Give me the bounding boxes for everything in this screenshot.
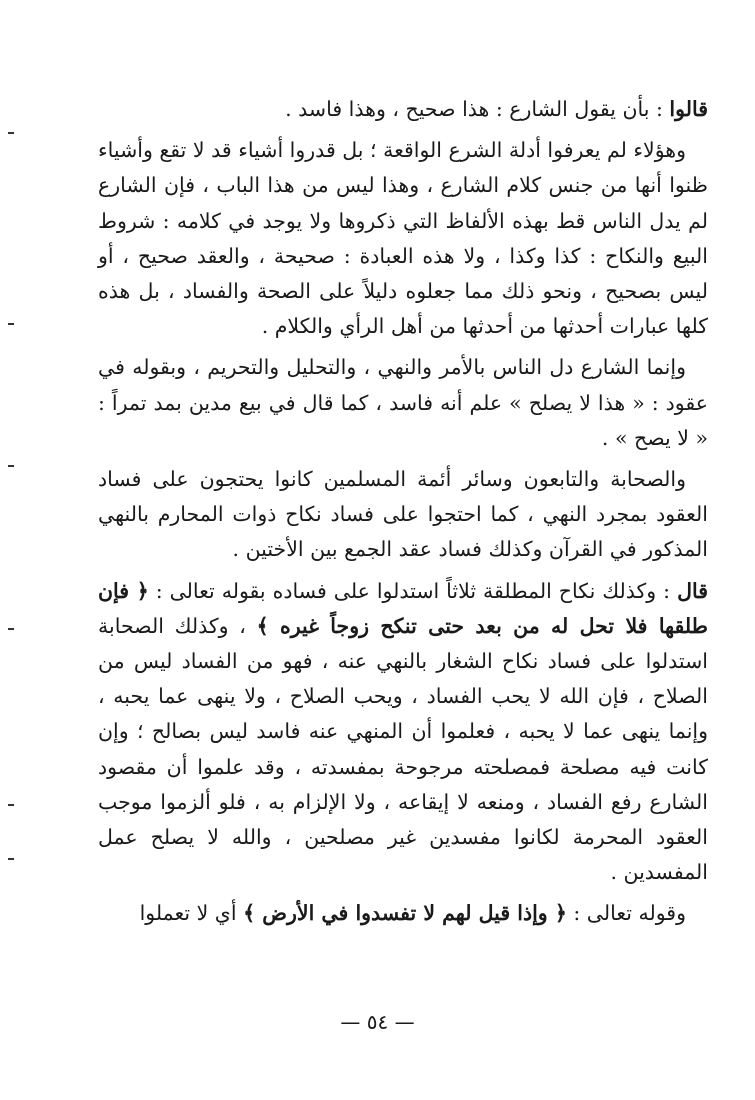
margin-mark bbox=[8, 465, 14, 467]
paragraph-text: والصحابة والتابعون وسائر أئمة المسلمين كانوا يحتجون على فساد العقود بمجرد النهي ، كما احتجوا على فساد نكاح ذوات المحارم بالنهي المذكور في القرآن وكذلك فساد عقد الجمع بين الأختين . bbox=[98, 467, 708, 562]
paragraph-3 bbox=[98, 350, 708, 456]
paragraph-text-before: : وكذلك نكاح المطلقة ثلاثاً استدلوا على فساده بقوله تعالى : bbox=[148, 578, 678, 603]
quran-verse: ﴿ وإذا قيل لهم لا تفسدوا في الأرض ﴾ bbox=[243, 901, 567, 926]
quran-verse: ﴿ فإن طلقها فلا تحل له من بعد حتى تنكح زوجاً غيره ﴾ bbox=[98, 578, 708, 638]
page-body bbox=[98, 92, 708, 932]
lead-word: قال bbox=[677, 578, 709, 603]
paragraph-text: : بأن يقول الشارع : هذا صحيح ، وهذا فاسد . bbox=[285, 97, 670, 121]
paragraph-text: وإنما الشارع دل الناس بالأمر والنهي ، والتحليل والتحريم ، وبقوله في عقود : « هذا لا يصلح » علم أنه فاسد ، كما قال في بيع مدين بمد تمراً : « لا يصح » . bbox=[98, 355, 708, 450]
paragraph-5 bbox=[98, 574, 708, 891]
paragraph-4 bbox=[98, 462, 708, 568]
margin-mark bbox=[8, 132, 14, 134]
paragraph-text-before: وقوله تعالى : bbox=[566, 901, 686, 926]
margin-mark bbox=[8, 323, 14, 325]
margin-mark bbox=[8, 804, 14, 806]
lead-word: قالوا bbox=[669, 97, 708, 121]
margin-mark bbox=[8, 628, 14, 630]
page-number: — ٥٤ — bbox=[340, 1010, 415, 1034]
paragraph-2 bbox=[98, 133, 708, 344]
paragraph-text: ، وكذلك الصحابة استدلوا على فساد نكاح الشغار بالنهي عنه ، فهو من الفساد ليس من الصلاح ، فإن الله لا يحب الفساد ، ويحب الصلاح ، ولا ينهى عما يحبه ، وإنما ينهى عما لا يحبه ، فعلموا أن المنهي عنه فاسد ليس بصالح ؛ وإن كانت فيه مصلحة فمصلحته مرجوحة بمفسدته ، وقد علموا أن مقصود الشارع رفع الفساد ، ومنعه لا إيقاعه ، ولا الإلزام به ، فلو ألزموا موجب العقود المحرمة لكانوا مفسدين غير مصلحين ، والله لا يصلح عمل المفسدين . bbox=[98, 613, 708, 885]
paragraph-1 bbox=[98, 92, 708, 127]
paragraph-text: أي لا تعملوا bbox=[139, 901, 244, 926]
paragraph-6 bbox=[98, 896, 708, 931]
margin-mark bbox=[8, 858, 14, 860]
paragraph-text: وهؤلاء لم يعرفوا أدلة الشرع الواقعة ؛ بل قدروا أشياء قد لا تقع وأشياء ظنوا أنها من جنس كلام الشارع ، وهذا ليس من هذا الباب ، فإن الشارع لم يدل الناس قط بهذه الألفاظ التي ذكروها ولا يوجد في كلامه : شروط البيع والنكاح : كذا وكذا ، ولا هذه العبادة : صحيحة ، والعقد صحيح ، أو ليس بصحيح ، ونحو ذلك مما جعلوه دليلاً على الصحة والفساد ، بل هذه كلها عبارات أحدثها من أحدثها من أهل الرأي والكلام . bbox=[98, 138, 708, 339]
